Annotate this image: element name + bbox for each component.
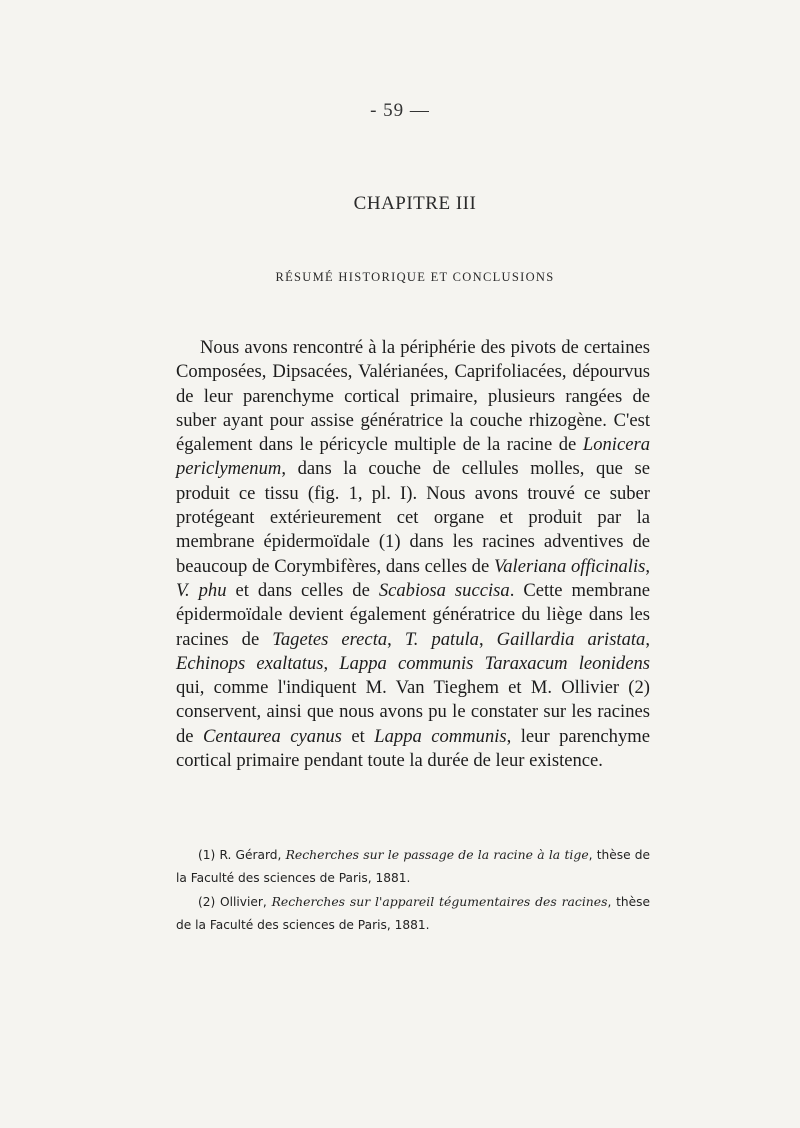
body-segment: qui, comme l'indiquent M. Van Tieghem et M. Ollivier (2) conservent, ainsi que nous avons pu le constater sur les racines de xyxy=(176,677,650,747)
footnotes xyxy=(176,843,650,937)
body-segment: et xyxy=(341,725,375,747)
species-name: Tagetes erecta xyxy=(272,628,388,650)
body-text xyxy=(176,336,650,773)
body-paragraph xyxy=(176,336,650,773)
species-name: Lappa communis Taraxacum leonidens xyxy=(339,652,650,674)
species-name: Lonicera periclymenum xyxy=(176,434,650,480)
body-segment: , xyxy=(645,628,651,650)
species-name: V. phu xyxy=(176,579,227,601)
footnote-title: Recherches sur le passage de la racine à la tige xyxy=(285,847,589,862)
species-name: Echinops exaltatus xyxy=(176,652,324,674)
footnote-text: (1) R. Gérard, xyxy=(198,848,286,862)
species-name: Gaillardia aristata xyxy=(496,628,646,650)
body-segment: , xyxy=(645,555,651,577)
body-segment: , xyxy=(323,652,340,674)
footnote-text: (2) Ollivier, xyxy=(198,895,272,909)
species-name: Centaurea cyanus xyxy=(203,725,342,747)
chapter-title: CHAPITRE III xyxy=(353,193,477,214)
body-segment: , dans la couche de cellules molles, que se produit ce tissu (fig. 1, pl. I). Nous avons trouvé ce suber protégeant extérieurement cet organe et produit par la membrane épidermoïdale (1) dans les racines adventives de beaucoup de Corymbifères, dans celles de xyxy=(176,458,650,577)
body-segment: , xyxy=(478,628,497,650)
body-segment: et dans celles de xyxy=(226,579,379,601)
species-name: Lappa communis xyxy=(374,725,507,747)
footnote-1 xyxy=(176,843,650,890)
footnote-2 xyxy=(176,890,650,937)
body-segment: . Cette membrane épidermoïdale devient également génératrice du liège dans les racines de xyxy=(176,579,651,650)
footnote-title: Recherches sur l'appareil tégumentaires des racines xyxy=(271,894,608,909)
species-name: T. patula xyxy=(404,628,479,650)
body-segment: , leur parenchyme cortical primaire pendant toute la durée de leur existence. xyxy=(176,725,650,772)
footnote-text: , thèse de la Faculté des sciences de Paris, 1881. xyxy=(176,848,650,885)
footnote-text: , thèse de la Faculté des sciences de Paris, 1881. xyxy=(176,895,650,932)
species-name: Scabiosa succisa xyxy=(378,579,510,601)
species-name: Valeriana officinalis xyxy=(493,555,646,577)
section-title: RÉSUMÉ HISTORIQUE ET CONCLUSIONS xyxy=(275,270,555,284)
page-number: - 59 — xyxy=(370,100,430,121)
body-segment: , xyxy=(387,628,405,650)
body-segment: Nous avons rencontré à la périphérie des pivots de certaines Composées, Dipsacées, Valérianées, Caprifoliacées, dépourvus de leur parenchyme cortical primaire, plusieurs rangées de suber ayant pour assise génératrice la couche rhizogène. C'est également dans le péricycle multiple de la racine de xyxy=(176,337,650,456)
